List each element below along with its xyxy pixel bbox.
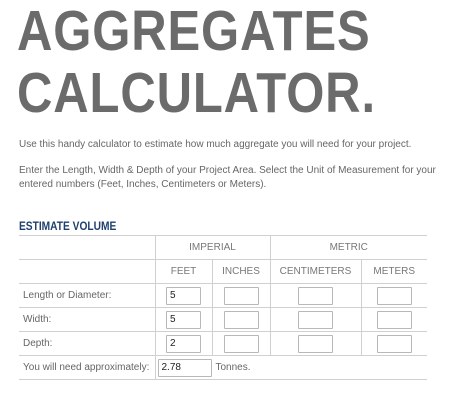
result-units: Tonnes. <box>215 362 251 374</box>
width-row <box>19 308 427 332</box>
width-inches-input[interactable] <box>224 311 259 329</box>
length-row <box>19 284 427 308</box>
intro-text-1: Use this handy calculator to estimate how much aggregate you will need for your project. <box>19 139 412 150</box>
result-label: You will need approximately: <box>19 356 155 380</box>
result-output <box>158 359 212 377</box>
depth-inches-cell <box>212 332 270 356</box>
width-meters-input[interactable] <box>377 311 412 329</box>
unit-header-row <box>19 260 427 284</box>
length-centimeters-cell <box>270 284 361 308</box>
length-label: Length or Diameter: <box>19 284 155 308</box>
page-title <box>17 0 376 124</box>
length-inches-input[interactable] <box>224 287 259 305</box>
width-label: Width: <box>19 308 155 332</box>
empty-header-cell <box>19 260 155 284</box>
imperial-header: IMPERIAL <box>155 236 270 260</box>
inches-header: INCHES <box>212 260 270 284</box>
group-header-row <box>19 236 427 260</box>
depth-centimeters-cell <box>270 332 361 356</box>
depth-row <box>19 332 427 356</box>
meters-header: METERS <box>361 260 427 284</box>
depth-feet-input[interactable] <box>166 335 201 353</box>
length-inches-cell <box>212 284 270 308</box>
length-feet-cell <box>155 284 212 308</box>
calculator-table <box>19 235 427 380</box>
width-feet-cell <box>155 308 212 332</box>
depth-inches-input[interactable] <box>224 335 259 353</box>
depth-meters-input[interactable] <box>377 335 412 353</box>
intro-text-2: Enter the Length, Width & Depth of your Project Area. Select the Unit of Measurement for your entered numbers (Feet, Inches, Centimeters or Meters). <box>19 165 436 190</box>
depth-label: Depth: <box>19 332 155 356</box>
result-cell <box>155 356 427 380</box>
metric-header: METRIC <box>270 236 427 260</box>
length-centimeters-input[interactable] <box>298 287 333 305</box>
length-feet-input[interactable] <box>166 287 201 305</box>
depth-centimeters-input[interactable] <box>298 335 333 353</box>
width-inches-cell <box>212 308 270 332</box>
estimate-volume-heading: ESTIMATE VOLUME <box>19 219 117 233</box>
width-centimeters-cell <box>270 308 361 332</box>
depth-meters-cell <box>361 332 427 356</box>
feet-header: FEET <box>155 260 212 284</box>
length-meters-input[interactable] <box>377 287 412 305</box>
centimeters-header: CENTIMETERS <box>270 260 361 284</box>
depth-feet-cell <box>155 332 212 356</box>
width-feet-input[interactable] <box>166 311 201 329</box>
title-line-1: AGGREGATES <box>17 0 371 63</box>
empty-header-cell <box>19 236 155 260</box>
width-centimeters-input[interactable] <box>298 311 333 329</box>
width-meters-cell <box>361 308 427 332</box>
title-line-2: CALCULATOR. <box>17 61 376 125</box>
result-row <box>19 356 427 380</box>
length-meters-cell <box>361 284 427 308</box>
